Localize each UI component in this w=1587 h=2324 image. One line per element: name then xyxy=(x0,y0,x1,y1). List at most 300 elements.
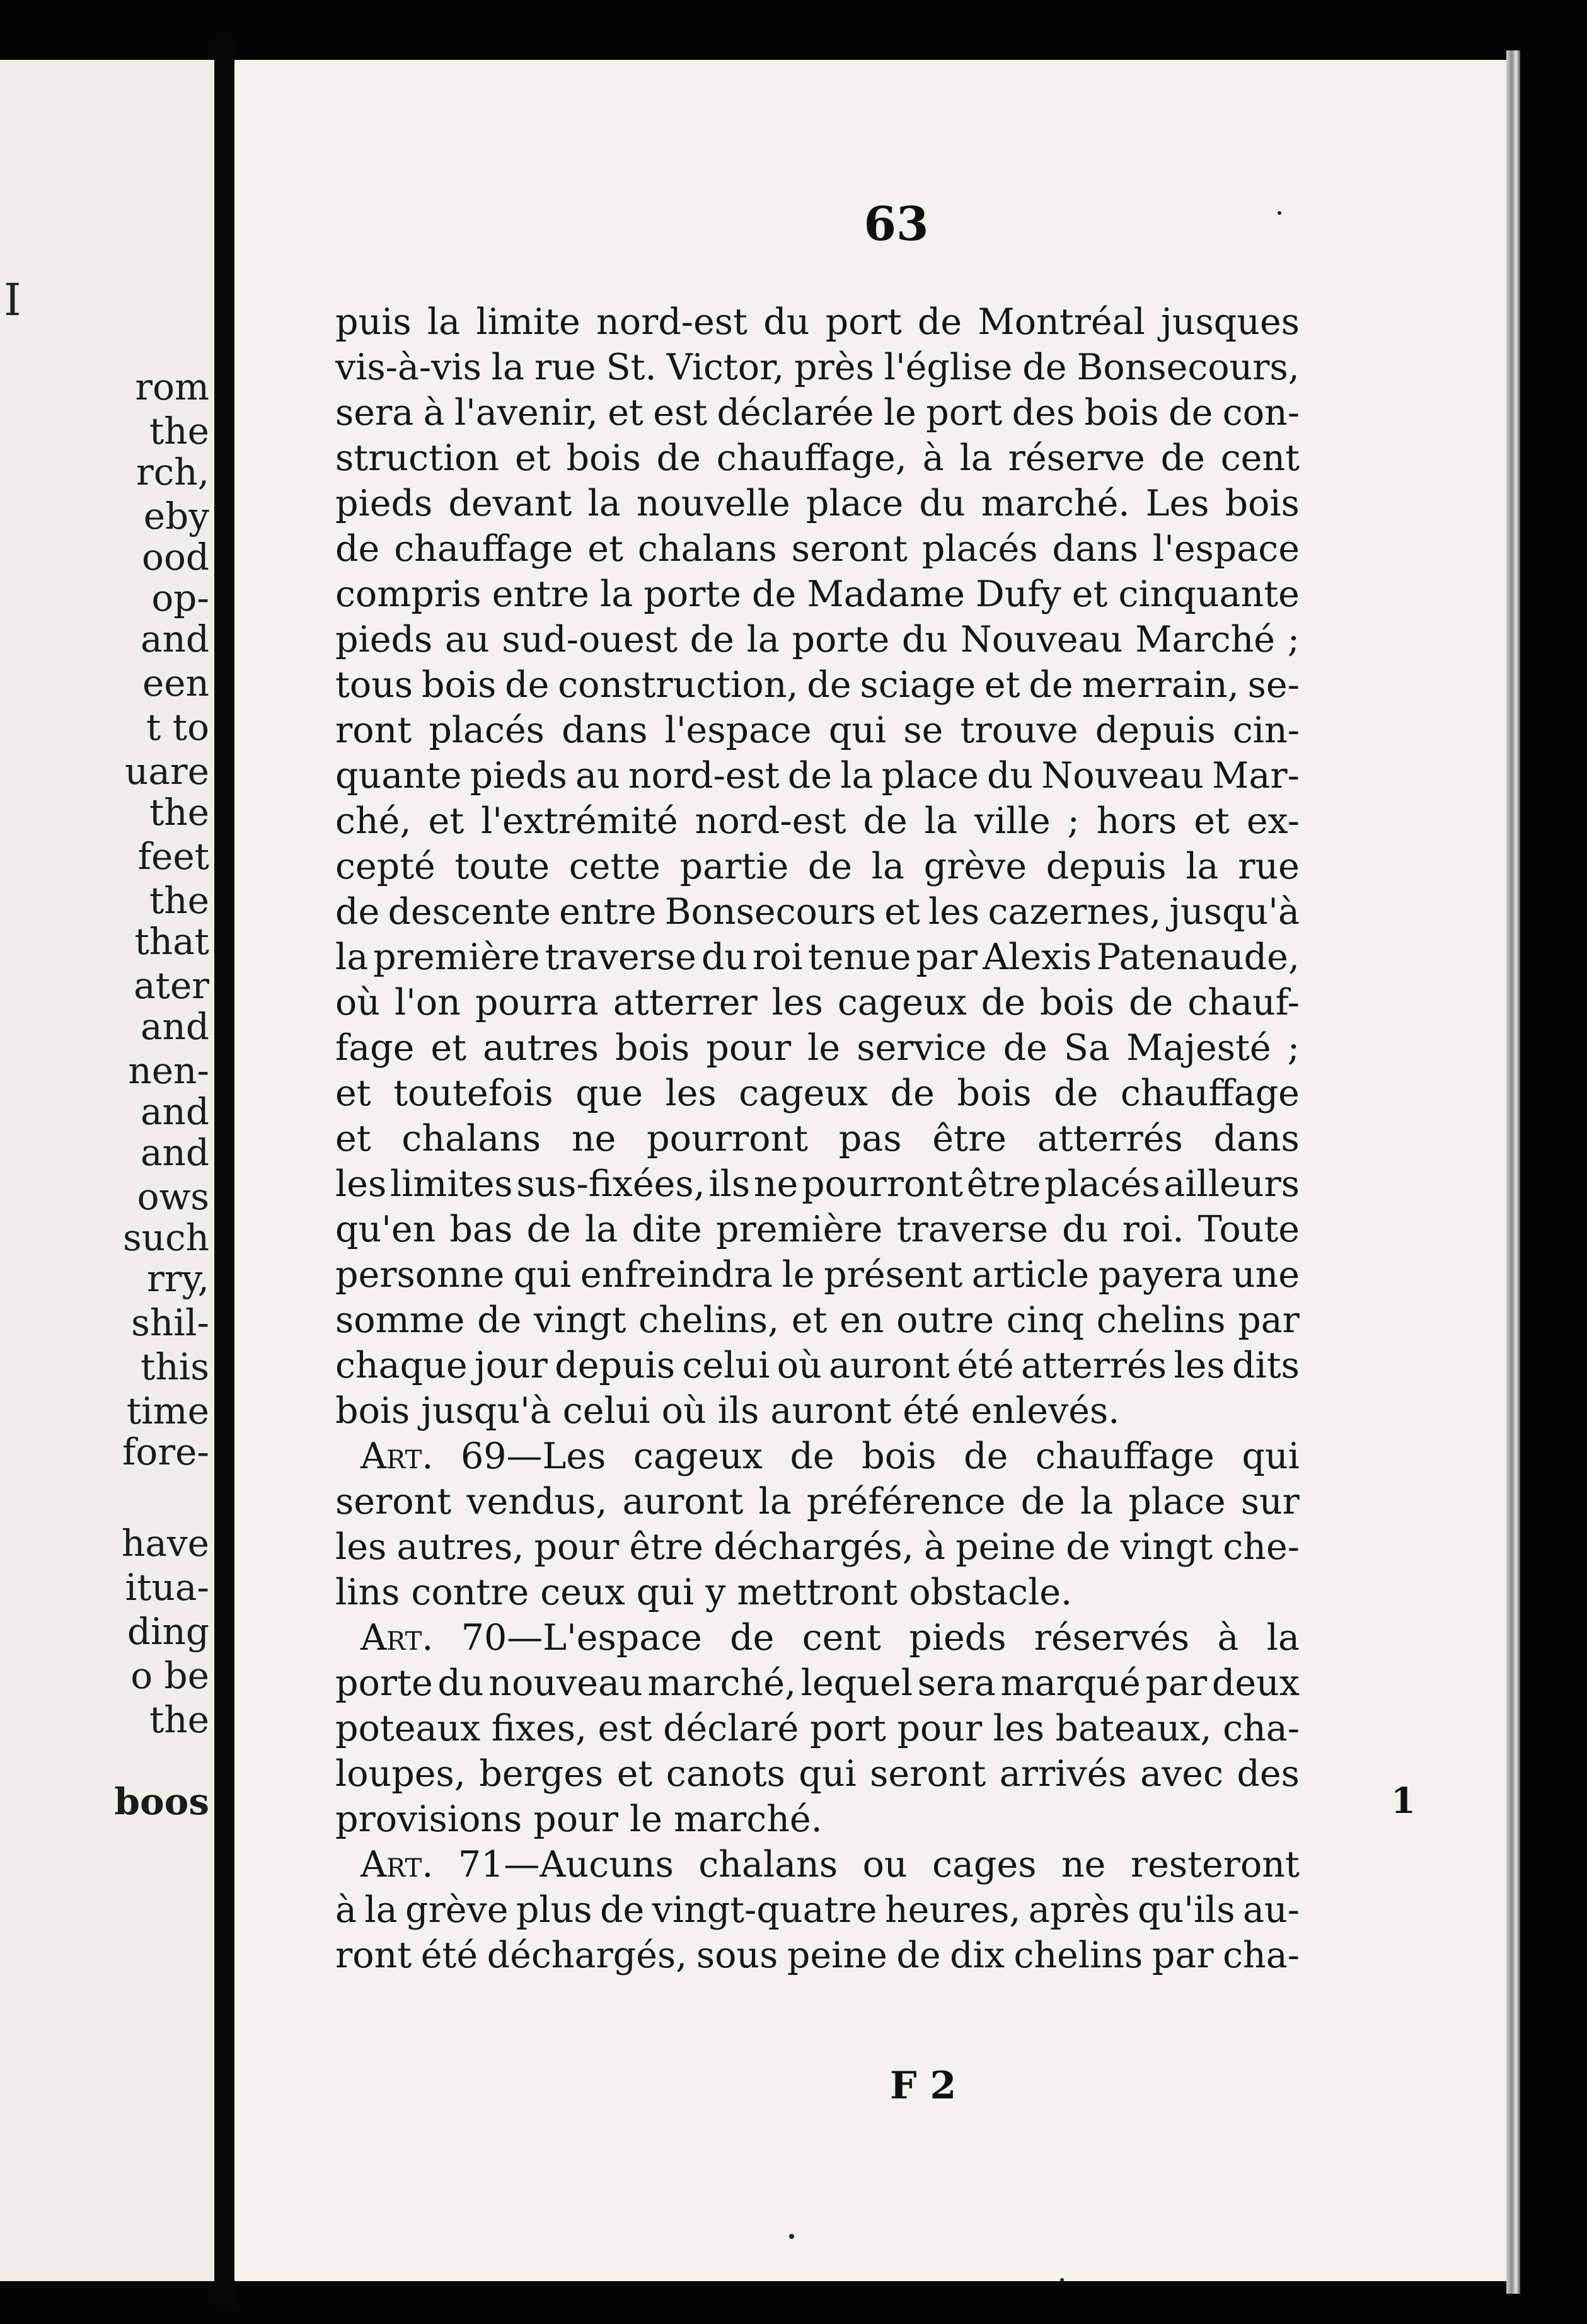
word: la xyxy=(335,936,369,978)
word: chauffage xyxy=(394,528,574,570)
word: cha- xyxy=(1223,1935,1300,1976)
word: préférence xyxy=(806,1481,1006,1522)
ink-speck xyxy=(1278,211,1281,215)
word: fage xyxy=(335,1027,415,1069)
word: cette xyxy=(568,846,661,887)
word: après xyxy=(1028,1889,1130,1931)
word: peine xyxy=(787,1935,887,1976)
word: qui xyxy=(1242,1435,1300,1477)
word: peine xyxy=(955,1526,1056,1568)
left-page-word: ood xyxy=(142,536,209,578)
word: pieds xyxy=(335,619,433,660)
word: entre xyxy=(492,573,589,615)
word: payera xyxy=(1098,1254,1223,1296)
word: l'avenir, xyxy=(454,392,598,434)
word: de xyxy=(1020,1481,1065,1522)
text-line xyxy=(335,1660,1300,1706)
word: limite xyxy=(476,301,580,343)
word: Montréal xyxy=(978,301,1145,343)
word: à xyxy=(335,1889,357,1931)
word: Mar- xyxy=(1212,755,1300,797)
text-line xyxy=(335,1388,1300,1434)
left-page-word: that xyxy=(134,920,209,963)
word: celui xyxy=(562,1390,650,1432)
text-line xyxy=(335,1025,1300,1071)
word: celui xyxy=(682,1345,770,1386)
word: placés xyxy=(1044,1163,1160,1205)
word: porte xyxy=(335,1662,433,1704)
word: de xyxy=(787,755,833,797)
word: obstacle. xyxy=(909,1572,1073,1613)
word: compris xyxy=(335,573,482,615)
word: et xyxy=(430,1027,467,1069)
word: plus xyxy=(516,1889,592,1931)
text-line xyxy=(335,662,1300,708)
word: des xyxy=(1012,392,1075,434)
word: les xyxy=(665,1073,717,1114)
word: tous xyxy=(335,664,413,706)
word: cent xyxy=(1220,437,1300,479)
word: vingt-quatre xyxy=(652,1889,877,1931)
word: roi xyxy=(752,936,803,978)
left-page-word: uare xyxy=(125,750,209,793)
word: pas xyxy=(838,1118,902,1159)
left-page-fragment xyxy=(0,60,214,2281)
text-line xyxy=(335,1343,1300,1388)
text-line xyxy=(335,299,1300,345)
word: chauffage xyxy=(1035,1435,1215,1477)
word: la xyxy=(599,573,633,615)
text-line xyxy=(335,1434,1300,1479)
word: auront xyxy=(622,1481,744,1522)
word: jusqu'à xyxy=(1169,891,1300,933)
word: la xyxy=(746,619,780,660)
word: ou xyxy=(862,1844,908,1885)
word: sera xyxy=(917,1662,996,1704)
word: enfreindra xyxy=(580,1254,773,1296)
word: ; xyxy=(1287,1027,1300,1069)
left-page-word: een xyxy=(142,662,209,705)
word: seront xyxy=(335,1481,452,1522)
word: ché, xyxy=(335,800,412,842)
word: de xyxy=(807,664,851,706)
word: des xyxy=(1237,1753,1300,1795)
word: ils xyxy=(717,1390,759,1432)
word: construction, xyxy=(558,664,799,706)
word: 71—Aucuns xyxy=(458,1844,674,1885)
word: cinq xyxy=(1006,1299,1085,1341)
word: être xyxy=(629,1526,704,1568)
word: service xyxy=(857,1027,987,1069)
word: de xyxy=(1003,1027,1047,1069)
left-page-word: ows xyxy=(137,1175,209,1218)
word: première xyxy=(715,1209,883,1250)
word: Madame xyxy=(807,573,965,615)
text-line xyxy=(335,345,1300,390)
word: ne xyxy=(1061,1844,1106,1885)
word: l'église xyxy=(884,347,1013,388)
word: à xyxy=(922,437,944,479)
margin-mark: 1 xyxy=(1391,1780,1416,1822)
word: sciage xyxy=(860,664,976,706)
word: ils xyxy=(708,1163,751,1205)
word: et xyxy=(608,392,643,434)
word: du xyxy=(1062,1209,1109,1250)
word: par xyxy=(1151,1935,1214,1976)
word: pourra xyxy=(475,982,599,1023)
word: nouvelle xyxy=(636,483,790,524)
word: le xyxy=(782,1254,815,1296)
word: deux xyxy=(1211,1662,1300,1704)
word: provisions xyxy=(335,1798,522,1840)
word: Bonsecours, xyxy=(1076,347,1300,388)
word: depuis xyxy=(1046,846,1167,887)
text-line xyxy=(335,1071,1300,1116)
word: la xyxy=(427,301,461,343)
word: partie xyxy=(679,846,789,887)
word: seront xyxy=(791,528,908,570)
word: ex- xyxy=(1246,800,1300,842)
word: jusques xyxy=(1161,301,1300,343)
left-page-word: t to xyxy=(146,706,209,749)
word: déchargés, xyxy=(713,1526,914,1568)
word: la xyxy=(587,483,621,524)
word: la xyxy=(758,1481,792,1522)
word: merrain, xyxy=(1082,664,1239,706)
word: cageux xyxy=(837,982,967,1023)
word: pieds xyxy=(470,755,567,797)
word: heures, xyxy=(884,1889,1021,1931)
word: ; xyxy=(1287,619,1300,660)
word: Sa xyxy=(1063,1027,1110,1069)
text-line xyxy=(335,708,1300,753)
word: de xyxy=(526,1209,571,1250)
word: con- xyxy=(1222,392,1300,434)
word: sud-ouest xyxy=(502,619,678,660)
text-line xyxy=(335,1116,1300,1161)
word: et xyxy=(335,1118,371,1159)
word: nord-est xyxy=(695,800,846,842)
left-page-word: feet xyxy=(137,835,209,878)
word: quante xyxy=(335,755,462,797)
word: le xyxy=(630,1798,662,1840)
word: place xyxy=(805,483,904,524)
word: à xyxy=(423,392,445,434)
text-line xyxy=(335,572,1300,617)
word: qui xyxy=(636,1572,695,1613)
word: toutefois xyxy=(393,1073,553,1114)
word: struction xyxy=(335,437,500,479)
word: placés xyxy=(429,710,545,751)
word: dans xyxy=(1213,1118,1300,1159)
word: été xyxy=(420,1935,478,1976)
word: et xyxy=(428,800,465,842)
word: dits xyxy=(1232,1345,1300,1386)
word: chelins xyxy=(1013,1935,1143,1976)
text-line xyxy=(335,753,1300,798)
word: somme xyxy=(335,1299,465,1341)
word: de xyxy=(863,800,908,842)
word: de xyxy=(917,301,962,343)
word: de xyxy=(964,1435,1008,1477)
word: bois xyxy=(1084,392,1159,434)
left-page-word: time xyxy=(126,1389,209,1432)
left-page-word: and xyxy=(140,618,209,660)
word: dans xyxy=(562,710,648,751)
word: cazernes, xyxy=(988,891,1162,933)
left-page-word: o be xyxy=(130,1654,209,1697)
word: jour xyxy=(474,1345,548,1386)
word: Dufy xyxy=(976,573,1061,615)
word: les xyxy=(335,1526,387,1568)
word: nord-est xyxy=(628,755,780,797)
word: resteront xyxy=(1130,1844,1300,1885)
word: de xyxy=(896,1935,941,1976)
word: réservés xyxy=(1034,1617,1190,1659)
word: 70—L'espace xyxy=(461,1617,702,1659)
word: nouveau xyxy=(488,1662,643,1704)
word: dite xyxy=(632,1209,702,1250)
word: y xyxy=(705,1572,726,1613)
word: réserve xyxy=(1008,437,1145,479)
text-line xyxy=(335,1297,1300,1343)
text-line xyxy=(335,1161,1300,1207)
word: chalans xyxy=(637,528,777,570)
word: ceux xyxy=(540,1572,625,1613)
word: roi. xyxy=(1122,1209,1184,1250)
word: la xyxy=(840,755,874,797)
word: de xyxy=(1022,347,1067,388)
word: la xyxy=(364,1889,398,1931)
word: vingt xyxy=(533,1299,626,1341)
word: pourront xyxy=(647,1118,809,1159)
word: par xyxy=(1238,1299,1300,1341)
word: marché. xyxy=(981,483,1130,524)
word: présent xyxy=(824,1254,963,1296)
word: déclarée xyxy=(717,392,874,434)
word: atterrer xyxy=(613,982,758,1023)
word: Art. xyxy=(361,1844,434,1885)
word: et xyxy=(1194,800,1230,842)
word: par xyxy=(1145,1662,1208,1704)
word: porte xyxy=(643,573,741,615)
word: sur xyxy=(1240,1481,1300,1522)
left-page-word: op- xyxy=(151,577,209,619)
word: outre xyxy=(896,1299,995,1341)
word: se xyxy=(903,710,944,751)
word: limites xyxy=(390,1163,513,1205)
word: que xyxy=(575,1073,643,1114)
word: qu'ils xyxy=(1138,1889,1235,1931)
text-line xyxy=(335,617,1300,662)
word: chalans xyxy=(698,1844,838,1885)
word: Marché xyxy=(1135,619,1276,660)
word: du xyxy=(901,619,949,660)
word: les xyxy=(928,891,980,933)
word: pour xyxy=(706,1027,792,1069)
text-line xyxy=(335,889,1300,935)
word: contre xyxy=(411,1572,529,1613)
word: pour xyxy=(534,1526,620,1568)
word: Toute xyxy=(1197,1209,1300,1250)
word: est xyxy=(653,392,708,434)
word: auront xyxy=(829,1345,950,1386)
word: été xyxy=(903,1390,960,1432)
word: où xyxy=(335,982,381,1023)
left-page-word: eby xyxy=(143,495,209,538)
word: bois xyxy=(566,437,641,479)
left-page-word: boos xyxy=(114,1780,209,1823)
word: et xyxy=(616,1753,653,1795)
word: canots xyxy=(666,1753,785,1795)
word: personne xyxy=(335,1254,505,1296)
left-page-word: the xyxy=(149,879,209,922)
word: de xyxy=(505,664,550,706)
word: la xyxy=(1266,1617,1300,1659)
word: et xyxy=(984,664,1020,706)
word: du xyxy=(437,1662,484,1704)
left-page-mark: I xyxy=(4,274,21,326)
left-page-word: such xyxy=(123,1216,209,1259)
text-line xyxy=(335,844,1300,889)
word: chalans xyxy=(401,1118,541,1159)
body-text xyxy=(335,299,1300,1978)
word: sous xyxy=(696,1935,778,1976)
word: de xyxy=(1029,664,1073,706)
word: bateaux, xyxy=(1055,1708,1212,1749)
word: Nouveau xyxy=(1041,755,1204,797)
word: de xyxy=(690,619,734,660)
word: est xyxy=(597,1708,652,1749)
main-page xyxy=(234,60,1517,2281)
word: sera xyxy=(335,392,414,434)
word: du xyxy=(919,483,966,524)
left-page-word: nen- xyxy=(128,1049,209,1092)
word: les xyxy=(771,982,823,1023)
left-page-word: the xyxy=(149,1698,209,1741)
word: de xyxy=(752,573,797,615)
word: bas xyxy=(449,1209,513,1250)
text-line xyxy=(335,1479,1300,1524)
word: Alexis xyxy=(983,936,1092,978)
word: près xyxy=(794,347,874,388)
word: où xyxy=(776,1345,822,1386)
word: atterrés xyxy=(1021,1345,1167,1386)
word: par xyxy=(916,936,978,978)
word: chauf- xyxy=(1187,982,1300,1023)
word: bois xyxy=(862,1435,937,1477)
word: de xyxy=(730,1617,775,1659)
word: être xyxy=(966,1163,1041,1205)
word: cageux xyxy=(633,1435,763,1477)
word: pieds xyxy=(909,1617,1007,1659)
word: St. xyxy=(606,347,657,388)
word: rue xyxy=(534,347,596,388)
word: Bonsecours xyxy=(664,891,877,933)
word: et xyxy=(884,891,920,933)
word: cent xyxy=(802,1617,881,1659)
word: marqué xyxy=(1000,1662,1141,1704)
word: du xyxy=(987,755,1034,797)
word: la xyxy=(871,846,904,887)
word: la xyxy=(959,437,993,479)
word: de xyxy=(1129,982,1174,1023)
word: vendus, xyxy=(466,1481,608,1522)
word: été xyxy=(957,1345,1014,1386)
word: qui xyxy=(828,710,887,751)
word: de xyxy=(335,528,380,570)
word: atterrés xyxy=(1037,1118,1183,1159)
word: porte xyxy=(792,619,890,660)
text-line xyxy=(335,1887,1300,1933)
word: la xyxy=(584,1209,618,1250)
text-line xyxy=(335,1615,1300,1660)
text-line xyxy=(335,1751,1300,1797)
word: chelins xyxy=(1096,1299,1226,1341)
word: du xyxy=(763,301,810,343)
left-page-word: rch, xyxy=(136,451,209,493)
word: la xyxy=(1080,1481,1114,1522)
word: depuis xyxy=(555,1345,676,1386)
word: le xyxy=(883,392,916,434)
word: placés xyxy=(921,528,1038,570)
text-line xyxy=(335,1570,1300,1615)
word: bois xyxy=(335,1390,410,1432)
left-page-word: and xyxy=(140,1005,209,1048)
word: vingt xyxy=(1120,1526,1213,1568)
signature-mark: F 2 xyxy=(890,2064,957,2108)
word: vis-à-vis xyxy=(335,347,482,388)
left-page-word: this xyxy=(141,1345,209,1388)
word: pieds xyxy=(335,483,433,524)
word: une xyxy=(1232,1254,1300,1296)
text-line xyxy=(335,526,1300,572)
word: de xyxy=(1066,1526,1111,1568)
left-page-word: rry, xyxy=(147,1257,209,1300)
word: de xyxy=(807,846,853,887)
word: bois xyxy=(615,1027,690,1069)
word: déchargés, xyxy=(487,1935,688,1976)
left-page-word: rom xyxy=(135,365,209,408)
word: de xyxy=(1054,1073,1099,1114)
word: au xyxy=(575,755,620,797)
word: l'on xyxy=(394,982,461,1023)
word: où xyxy=(661,1390,707,1432)
left-page-word: and xyxy=(140,1090,209,1133)
word: chaque xyxy=(335,1345,468,1386)
word: depuis xyxy=(1095,710,1216,751)
word: Nouveau xyxy=(960,619,1123,660)
text-line xyxy=(335,435,1300,481)
text-line xyxy=(335,1797,1300,1842)
text-line xyxy=(335,935,1300,980)
word: autres, xyxy=(396,1526,524,1568)
word: place xyxy=(881,755,979,797)
word: de xyxy=(1160,437,1205,479)
word: ; xyxy=(1067,800,1080,842)
word: cha- xyxy=(1223,1708,1300,1749)
left-page-word: ater xyxy=(134,964,209,1007)
word: première xyxy=(373,936,540,978)
word: ront xyxy=(335,1935,412,1976)
word: tenue xyxy=(807,936,911,978)
page-edge xyxy=(1506,50,1520,2294)
word: les xyxy=(335,1163,387,1205)
word: dix xyxy=(950,1935,1005,1976)
word: Patenaude, xyxy=(1096,936,1300,978)
text-line xyxy=(335,481,1300,526)
word: loupes, xyxy=(335,1753,466,1795)
